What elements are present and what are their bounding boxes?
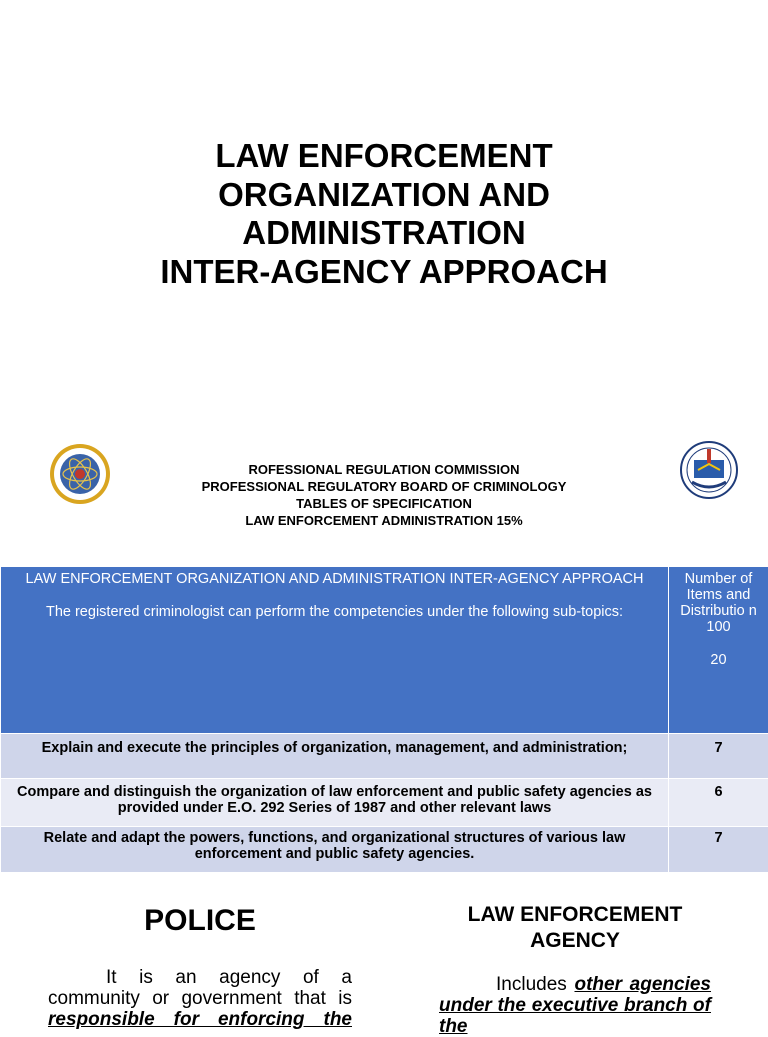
title-line-4: INTER-AGENCY APPROACH <box>0 253 768 292</box>
lea-definition-text: Includes <box>496 974 567 995</box>
count-column-label: Number of Items and Distributio n <box>671 571 766 619</box>
police-definition <box>48 967 352 1030</box>
slide-title <box>0 137 768 291</box>
table-header-count <box>669 567 768 734</box>
header-line-3: TABLES OF SPECIFICATION <box>150 495 618 512</box>
police-definition-text: It is an agency of a community or government that is <box>48 967 352 1009</box>
row-count: 7 <box>669 734 768 779</box>
tos-header <box>150 461 618 529</box>
law-enforcement-agency-heading: LAW ENFORCEMENT AGENCY <box>430 902 720 954</box>
title-line-2: ORGANIZATION AND <box>0 176 768 215</box>
table-header-intro: The registered criminologist can perform the competencies under the following sub-topics: <box>7 604 662 620</box>
title-line-3: ADMINISTRATION <box>0 214 768 253</box>
row-description: Compare and distinguish the organization of law enforcement and public safety agencies as provided under E.O. 292 Series of 1987 and other relevant laws <box>1 779 669 827</box>
lea-definition-emphasis: other agencies under the executive branch of the <box>439 974 711 1037</box>
prc-seal-icon <box>49 443 111 505</box>
table-row <box>1 827 768 873</box>
police-definition-emphasis: responsible for enforcing the <box>48 1009 352 1030</box>
police-heading: POLICE <box>100 904 300 938</box>
header-line-2: PROFESSIONAL REGULATORY BOARD OF CRIMINOLOGY <box>150 478 618 495</box>
count-total: 100 <box>671 619 766 635</box>
table-row <box>1 779 768 827</box>
specification-table <box>0 566 768 873</box>
count-subtotal: 20 <box>671 652 766 668</box>
row-count: 7 <box>669 827 768 873</box>
title-line-1: LAW ENFORCEMENT <box>0 137 768 176</box>
table-header-description <box>1 567 669 734</box>
row-description: Explain and execute the principles of organization, management, and administration; <box>1 734 669 779</box>
lea-definition <box>439 974 711 1037</box>
table-row <box>1 734 768 779</box>
row-count: 6 <box>669 779 768 827</box>
criminology-board-seal-icon <box>680 440 738 500</box>
row-description: Relate and adapt the powers, functions, and organizational structures of various law enforcement and public safety agencies. <box>1 827 669 873</box>
table-header-title: LAW ENFORCEMENT ORGANIZATION AND ADMINISTRATION INTER-AGENCY APPROACH <box>7 571 662 587</box>
header-line-1: ROFESSIONAL REGULATION COMMISSION <box>150 461 618 478</box>
table-header-row <box>1 567 768 734</box>
header-line-4: LAW ENFORCEMENT ADMINISTRATION 15% <box>150 512 618 529</box>
